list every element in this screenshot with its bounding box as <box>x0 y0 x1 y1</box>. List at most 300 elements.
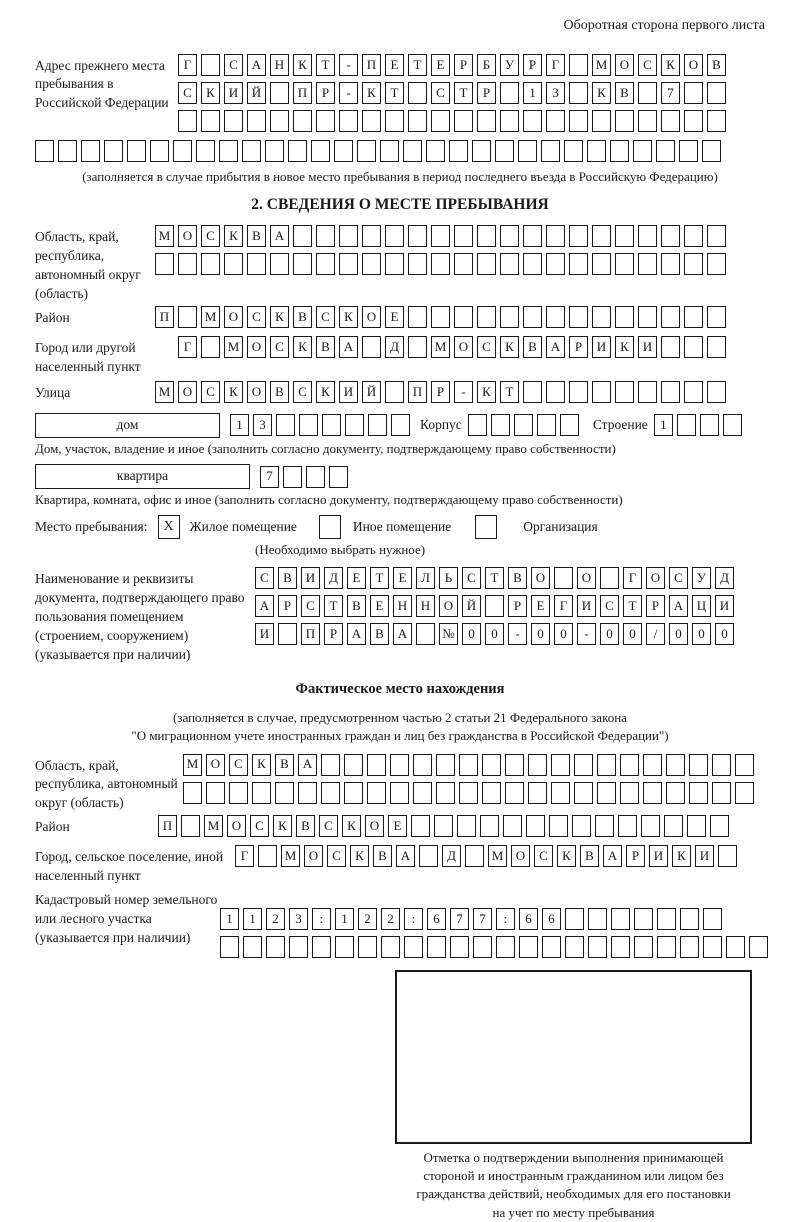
char-cell: - <box>577 623 596 645</box>
char-cell: - <box>339 54 358 76</box>
actual-city-label: Город, сельское поселение, иной населенный пункт <box>35 849 224 884</box>
char-cell: Р <box>316 82 335 104</box>
char-cell: / <box>646 623 665 645</box>
char-cell: К <box>362 82 381 104</box>
char-cell <box>661 306 680 328</box>
residence-type-option-other: Иное помещение <box>352 518 452 534</box>
char-cell: : <box>404 908 423 930</box>
char-cell <box>449 140 468 162</box>
char-cell: С <box>431 82 450 104</box>
char-cell: Д <box>715 567 734 589</box>
char-cell: Р <box>324 623 343 645</box>
char-cell <box>723 414 742 436</box>
char-cell <box>35 140 54 162</box>
char-cell <box>459 782 478 804</box>
char-cell <box>416 623 435 645</box>
char-cell: : <box>312 908 331 930</box>
char-cell: С <box>270 336 289 358</box>
char-cell <box>454 253 473 275</box>
char-cell <box>592 225 611 247</box>
char-cell: Р <box>626 845 645 867</box>
char-cell: Р <box>646 595 665 617</box>
char-cell: А <box>347 623 366 645</box>
prev-address-caption: (заполняется в случае прибытия в новое место пребывания в период последнего въезда в Российскую Федерацию) <box>82 168 718 184</box>
char-cell <box>656 140 675 162</box>
residence-type-checkbox-dwelling: X <box>158 515 180 539</box>
document-label: Наименование и реквизиты документа, подтверждающего право пользования помещением (строением, сооружением) (указывается при наличии) <box>35 571 245 662</box>
char-cell <box>339 225 358 247</box>
char-cell: Р <box>454 54 473 76</box>
char-cell <box>718 845 737 867</box>
char-cell: - <box>454 381 473 403</box>
char-cell: 1 <box>220 908 239 930</box>
residence-type-label: Место пребывания: <box>35 518 148 534</box>
char-cell <box>288 140 307 162</box>
char-cell <box>597 782 616 804</box>
char-cell: О <box>646 567 665 589</box>
char-cell: А <box>546 336 565 358</box>
region-label: Область, край, республика, автономный округ (область) <box>35 229 141 302</box>
char-cell: В <box>373 845 392 867</box>
char-cell <box>546 225 565 247</box>
char-cell: М <box>204 815 223 837</box>
char-cell <box>367 754 386 776</box>
char-cell <box>505 782 524 804</box>
residence-type-option-dwelling: Жилое помещение <box>189 518 297 534</box>
char-cell <box>523 253 542 275</box>
char-cell <box>641 815 660 837</box>
actual-region-block <box>35 754 765 814</box>
char-cell <box>266 936 285 958</box>
char-cell <box>276 414 295 436</box>
actual-district-block <box>35 815 765 843</box>
char-cell <box>329 466 348 488</box>
char-cell: 0 <box>715 623 734 645</box>
char-cell <box>707 336 726 358</box>
document-grid <box>255 567 734 651</box>
char-cell: Н <box>416 595 435 617</box>
char-cell <box>344 782 363 804</box>
section2-title: 2. СВЕДЕНИЯ О МЕСТЕ ПРЕБЫВАНИЯ <box>251 195 549 213</box>
char-cell: С <box>462 567 481 589</box>
char-cell: И <box>715 595 734 617</box>
char-cell <box>707 306 726 328</box>
char-cell: 0 <box>623 623 642 645</box>
char-cell <box>680 908 699 930</box>
char-cell <box>459 754 478 776</box>
char-cell: В <box>523 336 542 358</box>
char-cell <box>554 567 573 589</box>
char-cell <box>707 82 726 104</box>
apartment-row <box>35 464 765 489</box>
char-cell <box>431 110 450 132</box>
char-cell <box>687 815 706 837</box>
char-cell: 3 <box>546 82 565 104</box>
char-cell <box>436 754 455 776</box>
actual-region-row-1 <box>183 754 754 776</box>
char-cell: О <box>577 567 596 589</box>
char-cell <box>684 253 703 275</box>
confirmation-caption-line-1: Отметка о подтверждении выполнения принимающей <box>423 1149 724 1165</box>
char-cell: К <box>672 845 691 867</box>
char-cell <box>404 936 423 958</box>
char-cell <box>362 110 381 132</box>
char-cell: 0 <box>600 623 619 645</box>
char-cell: 0 <box>692 623 711 645</box>
char-cell <box>638 110 657 132</box>
korpus-label: Корпус <box>420 416 462 432</box>
char-cell: Р <box>508 595 527 617</box>
char-cell: В <box>370 623 389 645</box>
char-cell: С <box>477 336 496 358</box>
char-cell <box>367 782 386 804</box>
actual-district-row <box>158 815 729 837</box>
char-cell: 2 <box>358 908 377 930</box>
char-cell: И <box>255 623 274 645</box>
char-cell: С <box>255 567 274 589</box>
char-cell <box>403 140 422 162</box>
char-cell <box>528 754 547 776</box>
char-cell: Ц <box>692 595 711 617</box>
char-cell <box>270 253 289 275</box>
char-cell: К <box>270 306 289 328</box>
char-cell: Т <box>316 54 335 76</box>
char-cell <box>735 782 754 804</box>
char-cell: К <box>293 54 312 76</box>
char-cell: 1 <box>230 414 249 436</box>
char-cell <box>661 110 680 132</box>
char-cell: М <box>224 336 243 358</box>
char-cell: 1 <box>523 82 542 104</box>
char-cell <box>431 306 450 328</box>
district-label: Район <box>35 310 70 326</box>
char-cell: О <box>615 54 634 76</box>
char-cell: А <box>603 845 622 867</box>
char-cell <box>450 936 469 958</box>
char-cell: К <box>661 54 680 76</box>
char-cell: В <box>270 381 289 403</box>
char-cell <box>689 782 708 804</box>
char-cell: О <box>531 567 550 589</box>
char-cell: Е <box>385 306 404 328</box>
prev-address-block <box>35 54 765 138</box>
char-cell <box>569 381 588 403</box>
char-cell <box>537 414 556 436</box>
char-cell: К <box>339 306 358 328</box>
char-cell: Д <box>442 845 461 867</box>
char-cell: В <box>247 225 266 247</box>
char-cell: М <box>155 225 174 247</box>
char-cell <box>749 936 768 958</box>
char-cell <box>311 140 330 162</box>
korpus-cells <box>468 414 579 436</box>
char-cell: В <box>293 306 312 328</box>
char-cell <box>178 306 197 328</box>
char-cell: К <box>252 754 271 776</box>
char-cell <box>408 306 427 328</box>
char-cell <box>684 336 703 358</box>
char-cell: - <box>508 623 527 645</box>
char-cell <box>224 253 243 275</box>
char-cell: О <box>684 54 703 76</box>
char-cell: В <box>347 595 366 617</box>
char-cell <box>312 936 331 958</box>
char-cell <box>500 306 519 328</box>
apartment-cells <box>260 466 348 488</box>
char-cell: Е <box>370 595 389 617</box>
char-cell: Т <box>408 54 427 76</box>
char-cell <box>434 815 453 837</box>
char-cell <box>684 110 703 132</box>
char-cell <box>181 815 200 837</box>
char-cell: Е <box>393 567 412 589</box>
char-cell <box>495 140 514 162</box>
char-cell: Л <box>416 567 435 589</box>
char-cell <box>600 567 619 589</box>
char-cell <box>618 815 637 837</box>
char-cell <box>588 936 607 958</box>
char-cell <box>477 110 496 132</box>
char-cell <box>243 936 262 958</box>
char-cell: Т <box>500 381 519 403</box>
district-row <box>155 306 726 328</box>
confirmation-caption-line-2: стороной и иностранным гражданином или лицом без <box>423 1168 724 1184</box>
char-cell <box>278 623 297 645</box>
char-cell: Т <box>370 567 389 589</box>
char-cell: 0 <box>462 623 481 645</box>
char-cell <box>569 54 588 76</box>
char-cell <box>477 225 496 247</box>
char-cell: О <box>439 595 458 617</box>
char-cell <box>615 110 634 132</box>
stroenie-cells <box>654 414 742 436</box>
char-cell <box>643 754 662 776</box>
char-cell: 1 <box>243 908 262 930</box>
char-cell <box>592 253 611 275</box>
char-cell <box>523 225 542 247</box>
char-cell <box>454 306 473 328</box>
char-cell <box>335 936 354 958</box>
char-cell <box>500 82 519 104</box>
char-cell: П <box>158 815 177 837</box>
char-cell <box>173 140 192 162</box>
char-cell <box>572 815 591 837</box>
char-cell <box>560 414 579 436</box>
char-cell <box>334 140 353 162</box>
char-cell <box>293 110 312 132</box>
actual-region-label: Область, край, республика, автономный округ (область) <box>35 757 178 811</box>
char-cell <box>595 815 614 837</box>
char-cell: Т <box>324 595 343 617</box>
char-cell: С <box>201 225 220 247</box>
apartment-caption: Квартира, комната, офис и иное (заполнить согласно документу, подтверждающему право собственности) <box>35 492 623 507</box>
district-block <box>35 306 765 334</box>
char-cell <box>468 414 487 436</box>
char-cell <box>413 754 432 776</box>
char-cell: С <box>250 815 269 837</box>
char-cell: И <box>695 845 714 867</box>
char-cell <box>275 782 294 804</box>
char-cell <box>201 336 220 358</box>
city-label: Город или другой населенный пункт <box>35 340 141 374</box>
char-cell: В <box>275 754 294 776</box>
cadastre-block <box>35 888 765 964</box>
char-cell <box>503 815 522 837</box>
cadastre-grid <box>220 908 768 964</box>
char-cell: И <box>649 845 668 867</box>
char-cell <box>735 754 754 776</box>
char-cell: А <box>396 845 415 867</box>
char-cell <box>592 381 611 403</box>
char-cell <box>385 381 404 403</box>
char-cell: С <box>178 82 197 104</box>
char-cell <box>500 225 519 247</box>
char-cell <box>569 306 588 328</box>
char-cell <box>523 110 542 132</box>
char-cell: М <box>592 54 611 76</box>
char-cell: К <box>557 845 576 867</box>
char-cell: А <box>255 595 274 617</box>
char-cell <box>634 936 653 958</box>
char-cell: К <box>350 845 369 867</box>
char-cell <box>242 140 261 162</box>
actual-district-label: Район <box>35 819 70 835</box>
char-cell: С <box>600 595 619 617</box>
char-cell <box>679 140 698 162</box>
char-cell <box>526 815 545 837</box>
char-cell <box>657 908 676 930</box>
char-cell: А <box>247 54 266 76</box>
char-cell <box>712 754 731 776</box>
char-cell <box>385 225 404 247</box>
char-cell <box>702 140 721 162</box>
residence-type-checkbox-organization <box>475 515 497 539</box>
char-cell: В <box>296 815 315 837</box>
char-cell <box>220 936 239 958</box>
char-cell: К <box>342 815 361 837</box>
char-cell: К <box>477 381 496 403</box>
char-cell <box>465 845 484 867</box>
char-cell <box>436 782 455 804</box>
char-cell: Г <box>178 54 197 76</box>
char-cell <box>661 253 680 275</box>
char-cell: С <box>293 381 312 403</box>
char-cell <box>270 110 289 132</box>
char-cell <box>206 782 225 804</box>
char-cell <box>620 754 639 776</box>
char-cell: 7 <box>450 908 469 930</box>
char-cell: Б <box>477 54 496 76</box>
prev-address-label: Адрес прежнего места пребывания в Российской Федерации <box>35 57 169 111</box>
char-cell: О <box>224 306 243 328</box>
char-cell: К <box>293 336 312 358</box>
char-cell: 3 <box>289 908 308 930</box>
char-cell <box>569 225 588 247</box>
char-cell <box>638 225 657 247</box>
confirmation-caption-line-3: гражданства действий, необходимых для его постановки <box>416 1186 731 1202</box>
char-cell <box>381 936 400 958</box>
char-cell <box>542 936 561 958</box>
char-cell: Й <box>247 82 266 104</box>
char-cell: Е <box>388 815 407 837</box>
char-cell <box>638 253 657 275</box>
char-cell: Е <box>385 54 404 76</box>
char-cell: П <box>301 623 320 645</box>
char-cell <box>390 754 409 776</box>
char-cell <box>480 815 499 837</box>
char-cell: 0 <box>485 623 504 645</box>
char-cell <box>258 845 277 867</box>
char-cell <box>419 845 438 867</box>
char-cell <box>289 936 308 958</box>
char-cell: 7 <box>661 82 680 104</box>
char-cell <box>385 253 404 275</box>
char-cell: Р <box>278 595 297 617</box>
region-block <box>35 225 765 304</box>
char-cell <box>491 414 510 436</box>
char-cell: С <box>669 567 688 589</box>
char-cell <box>482 754 501 776</box>
char-cell <box>514 414 533 436</box>
char-cell <box>657 936 676 958</box>
char-cell <box>321 782 340 804</box>
char-cell <box>293 225 312 247</box>
char-cell: 1 <box>335 908 354 930</box>
char-cell: С <box>327 845 346 867</box>
char-cell: О <box>365 815 384 837</box>
char-cell: М <box>431 336 450 358</box>
char-cell: Е <box>531 595 550 617</box>
char-cell <box>247 110 266 132</box>
char-cell: П <box>293 82 312 104</box>
char-cell: О <box>362 306 381 328</box>
prev-address-row-2 <box>178 82 726 104</box>
char-cell: А <box>298 754 317 776</box>
street-label: Улица <box>35 384 71 400</box>
char-cell <box>178 110 197 132</box>
char-cell <box>518 140 537 162</box>
char-cell: А <box>270 225 289 247</box>
residence-type-checkbox-other <box>319 515 341 539</box>
char-cell: № <box>439 623 458 645</box>
char-cell <box>707 110 726 132</box>
char-cell: 6 <box>542 908 561 930</box>
char-cell <box>380 140 399 162</box>
char-cell: П <box>155 306 174 328</box>
char-cell <box>477 306 496 328</box>
actual-location-law-line-2: "О миграционном учете иностранных граждан и лиц без гражданства в Российской Федерации") <box>131 728 669 744</box>
char-cell: 2 <box>381 908 400 930</box>
char-cell: И <box>592 336 611 358</box>
char-cell: У <box>692 567 711 589</box>
char-cell <box>500 110 519 132</box>
char-cell: Г <box>546 54 565 76</box>
char-cell <box>661 225 680 247</box>
char-cell <box>368 414 387 436</box>
char-cell <box>615 381 634 403</box>
char-cell <box>615 253 634 275</box>
region-row-1 <box>155 225 726 247</box>
char-cell <box>413 782 432 804</box>
char-cell: И <box>224 82 243 104</box>
char-cell: Г <box>178 336 197 358</box>
char-cell <box>283 466 302 488</box>
char-cell: Д <box>324 567 343 589</box>
char-cell: Й <box>462 595 481 617</box>
char-cell <box>677 414 696 436</box>
char-cell: М <box>488 845 507 867</box>
char-cell <box>477 253 496 275</box>
